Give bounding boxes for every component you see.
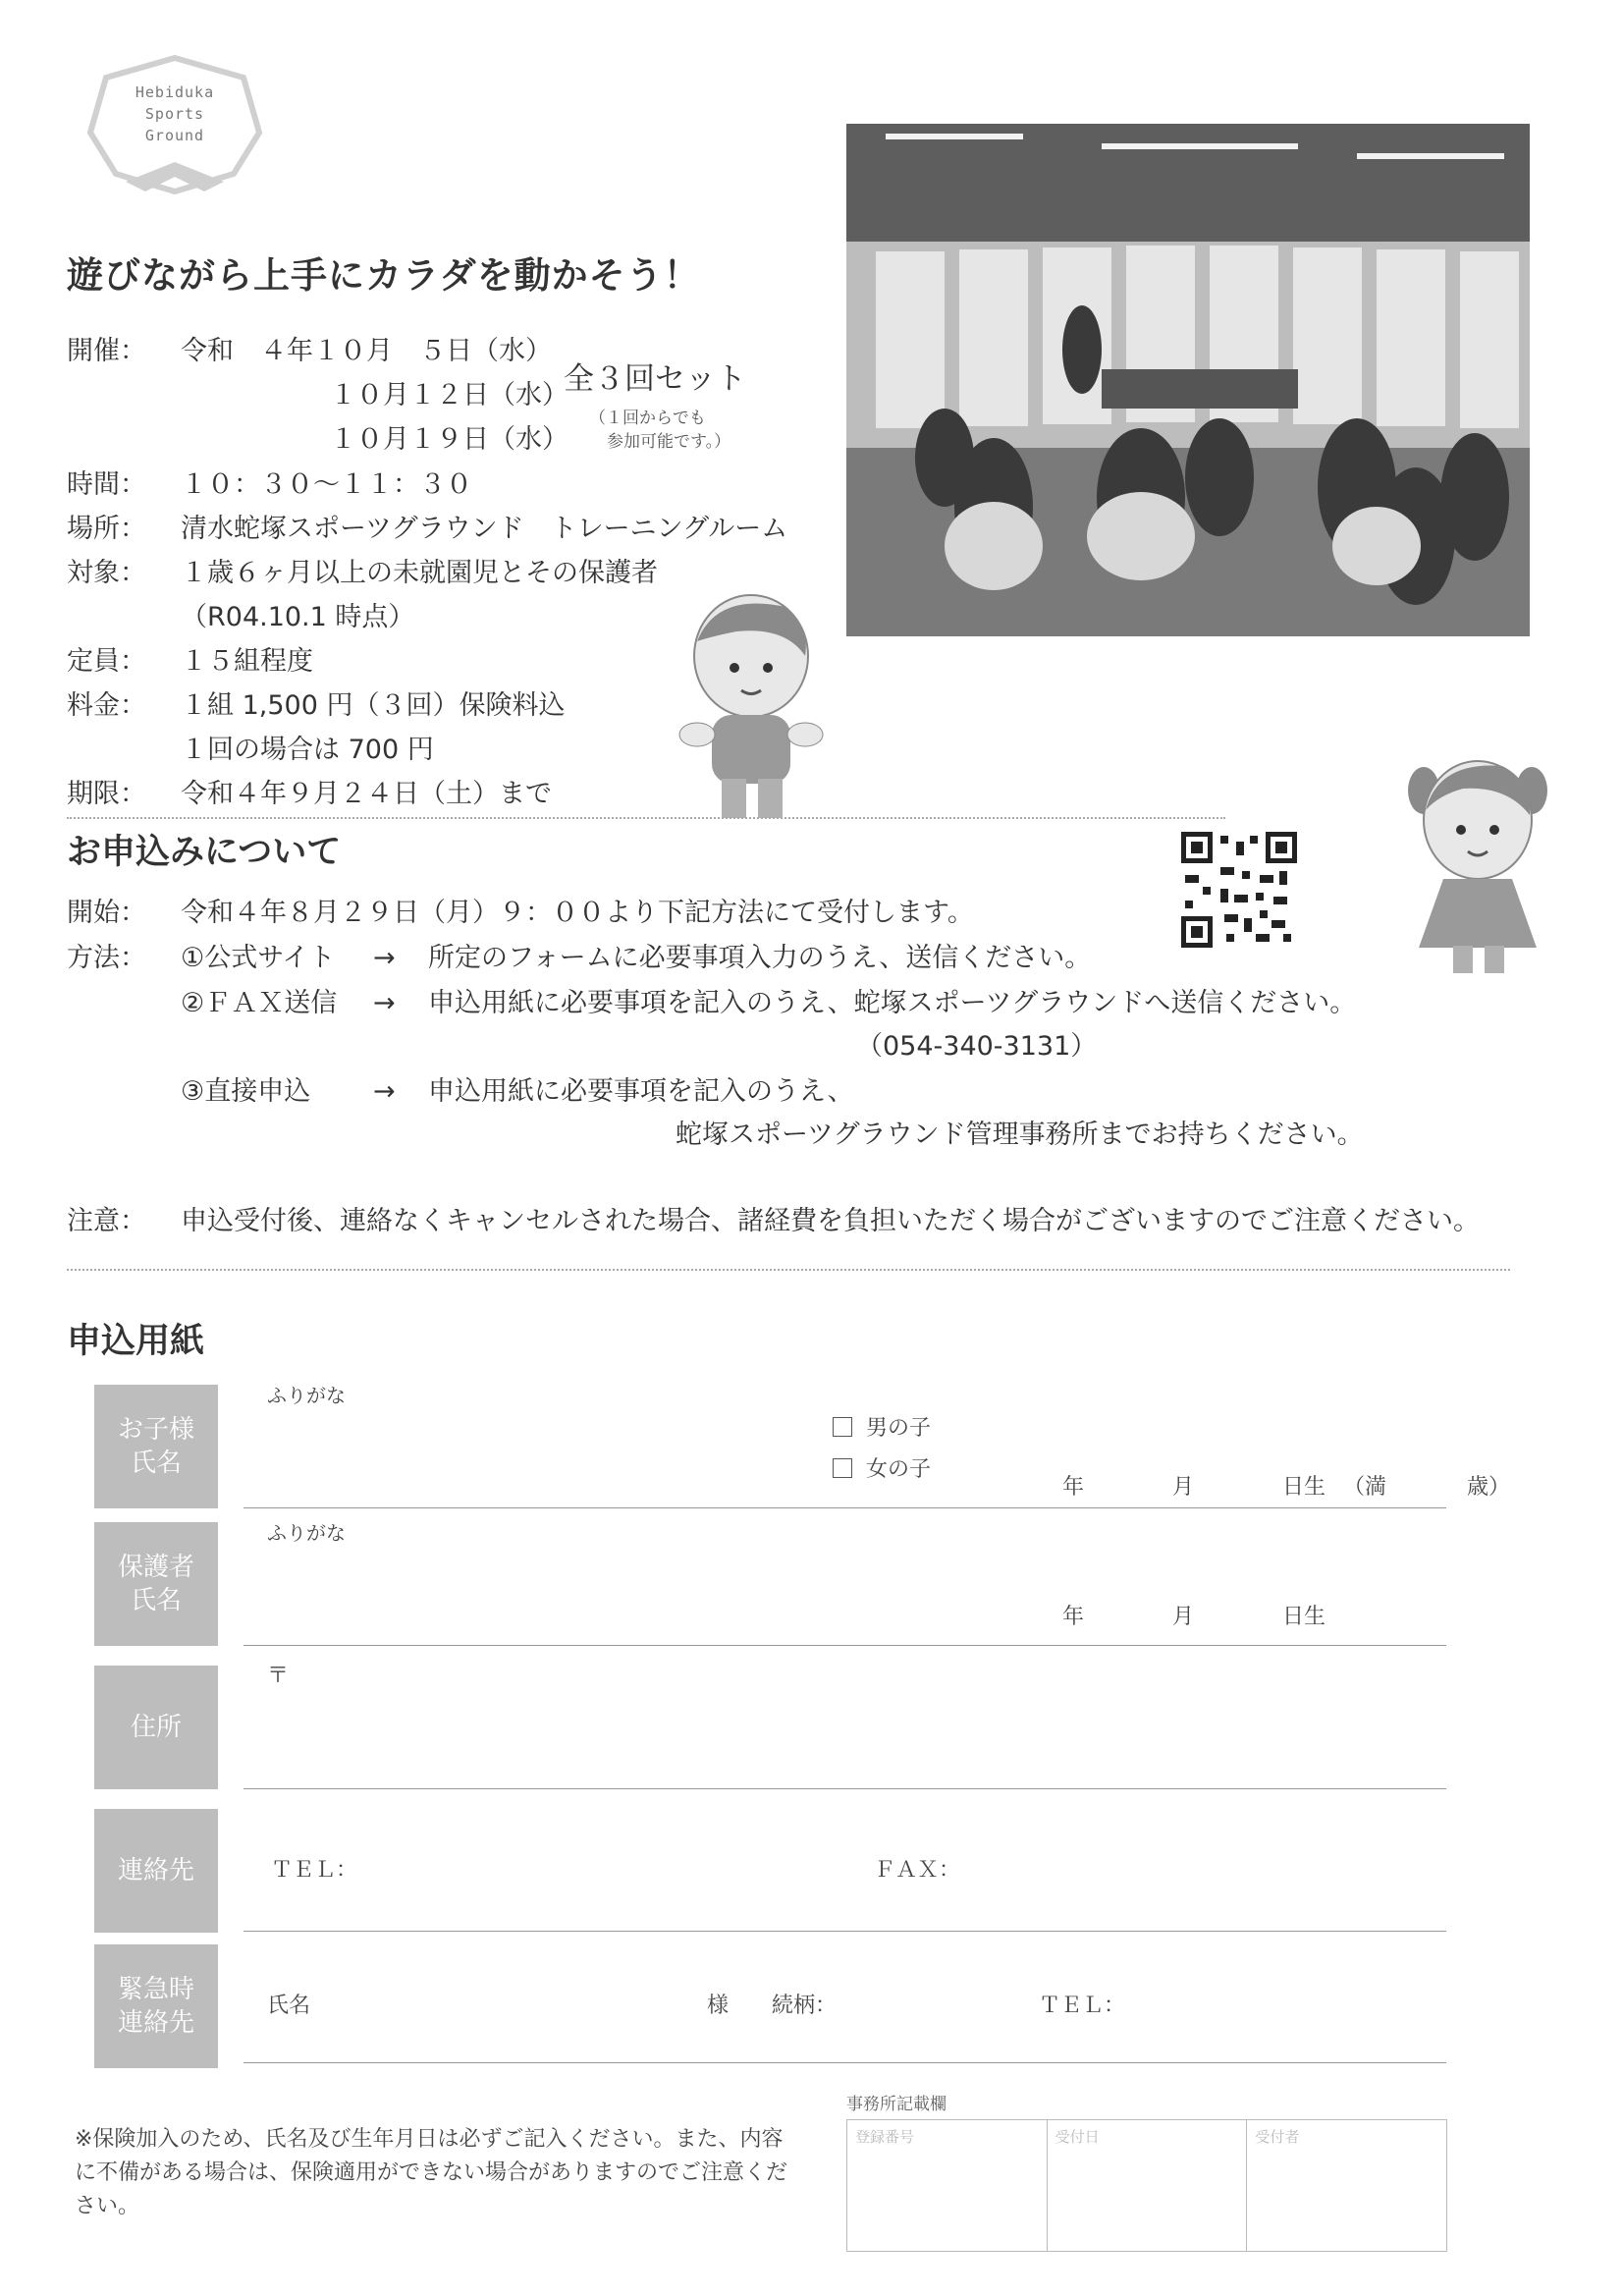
age-open: （満 — [1343, 1475, 1387, 1500]
address-label: 住所 — [94, 1666, 218, 1789]
method-2-text: 申込用紙に必要事項を記入のうえ、蛇塚スポーツグラウンドへ送信ください。 — [428, 988, 1357, 1018]
qr-code-icon — [1181, 832, 1297, 948]
child-birth: 日生 — [1282, 1475, 1326, 1500]
relation-label: 続柄： — [772, 1994, 838, 2018]
office-col-number: 登録番号 — [847, 2120, 1048, 2251]
date-label: 開催： — [67, 336, 146, 366]
boy-illustration — [677, 587, 825, 823]
logo-line-1: Hebiduka — [135, 83, 215, 101]
method-1-text: 所定のフォームに必要事項入力のうえ、送信ください。 — [428, 943, 1092, 973]
child-name-field[interactable] — [243, 1507, 1446, 1508]
fee-value: １組 1,500 円（３回）保険料込 — [181, 690, 566, 721]
emergency-tel-label: ＴＥＬ： — [1039, 1994, 1126, 2018]
girl-illustration — [1404, 751, 1551, 977]
child-month: 月 — [1172, 1475, 1195, 1500]
address-field[interactable] — [243, 1788, 1446, 1789]
insurance-note: ※保険加入のため、氏名及び生年月日は必ずご記入ください。また、内容に不備がある場合は、保険適用ができない場合がありますのでご注意ください。 — [75, 2127, 788, 2218]
girl-checkbox[interactable]: 女の子 — [833, 1455, 931, 1485]
date-1: 令和 ４年１０月 ５日（水） — [181, 336, 552, 366]
start-value: 令和４年８月２９日（月）９：００より下記方法にて受付します。 — [181, 898, 974, 928]
date-2: １０月１２日（水） — [330, 380, 568, 410]
capacity-label: 定員： — [67, 646, 146, 677]
contact-label: 連絡先 — [94, 1809, 218, 1933]
method-2-arrow: → — [373, 988, 396, 1018]
target-label: 対象： — [67, 558, 146, 588]
guardian-furigana-label: ふりがな — [267, 1521, 346, 1545]
fax-number: （054-340-3131） — [856, 1031, 1098, 1062]
method-label: 方法： — [67, 943, 146, 973]
set-note: 全３回セット — [564, 361, 746, 397]
caution-value: 申込受付後、連絡なくキャンセルされた場合、諸経費を負担いただく場合がございますのでご注意ください。 — [181, 1206, 1480, 1236]
contact-field[interactable] — [243, 1931, 1446, 1932]
emergency-contact-label: 緊急時 連絡先 — [94, 1944, 218, 2068]
deadline-value: 令和４年９月２４日（土）まで — [181, 779, 552, 809]
method-1-name: ①公式サイト — [181, 943, 336, 973]
office-col-date: 受付日 — [1048, 2120, 1248, 2251]
target-value: １歳６ヶ月以上の未就園児とその保護者 — [181, 558, 658, 588]
start-label: 開始： — [67, 898, 146, 928]
headline: 遊びながら上手にカラダを動かそう！ — [67, 254, 701, 297]
office-col-staff: 受付者 — [1255, 2128, 1300, 2146]
place-value: 清水蛇塚スポーツグラウンド トレーニングルーム — [181, 514, 788, 544]
guardian-month: 月 — [1172, 1605, 1195, 1629]
method-3-arrow: → — [373, 1076, 396, 1107]
capacity-value: １５組程度 — [181, 646, 313, 677]
form-title: 申込用紙 — [67, 1322, 205, 1361]
guardian-birth: 日生 — [1282, 1605, 1326, 1629]
method-3-text: 申込用紙に必要事項を記入のうえ、 — [428, 1076, 854, 1107]
photo-illustration — [846, 124, 1530, 636]
logo-line-3: Ground — [144, 127, 205, 144]
boy-character-icon — [677, 587, 825, 823]
time-value: １０：３０～１１：３０ — [181, 469, 472, 500]
office-title: 事務所記載欄 — [846, 2095, 947, 2114]
age-close: 歳） — [1467, 1475, 1511, 1500]
caution-label: 注意： — [67, 1206, 146, 1236]
place-label: 場所： — [67, 514, 146, 544]
method-2-name: ②ＦＡＸ送信 — [181, 988, 338, 1018]
method-3-text-2: 蛇塚スポーツグラウンド管理事務所までお持ちください。 — [676, 1120, 1364, 1150]
office-use-box — [846, 2119, 1447, 2252]
child-year: 年 — [1062, 1475, 1085, 1500]
child-furigana-label: ふりがな — [267, 1384, 346, 1407]
method-3-name: ③直接申込 — [181, 1076, 311, 1107]
girl-character-icon — [1404, 751, 1551, 977]
guardian-name-field[interactable] — [243, 1645, 1446, 1646]
boy-checkbox[interactable]: 男の子 — [833, 1414, 931, 1444]
sama-label: 様 — [707, 1994, 730, 2018]
training-room-photo — [846, 124, 1530, 636]
divider-1 — [67, 817, 1225, 819]
logo-line-2: Sports — [144, 105, 205, 123]
fee-label: 料金： — [67, 690, 146, 721]
qr-code[interactable] — [1181, 832, 1297, 948]
target-sub: （R04.10.1 時点） — [181, 602, 415, 632]
time-label: 時間： — [67, 469, 146, 500]
postal-mark: 〒 — [267, 1664, 290, 1688]
date-3: １０月１９日（水） — [330, 424, 568, 455]
checkbox-icon — [833, 1458, 852, 1478]
fax-label: ＦＡＸ： — [874, 1858, 961, 1883]
fee-sub: １回の場合は 700 円 — [181, 735, 434, 765]
emergency-name-label: 氏名 — [267, 1994, 311, 2018]
child-name-label: お子様 氏名 — [94, 1385, 218, 1508]
emergency-field[interactable] — [243, 2062, 1446, 2063]
deadline-label: 期限： — [67, 779, 146, 809]
method-1-arrow: → — [373, 943, 396, 973]
apply-title: お申込みについて — [67, 833, 342, 872]
hebiduka-logo — [86, 54, 263, 201]
guardian-name-label: 保護者 氏名 — [94, 1522, 218, 1646]
guardian-year: 年 — [1062, 1605, 1085, 1629]
set-sub-2: 参加可能です。） — [607, 432, 731, 452]
divider-2 — [67, 1269, 1510, 1271]
checkbox-icon — [833, 1417, 852, 1437]
tel-label: ＴＥＬ： — [271, 1858, 358, 1883]
set-sub-1: （１回からでも — [589, 409, 706, 428]
